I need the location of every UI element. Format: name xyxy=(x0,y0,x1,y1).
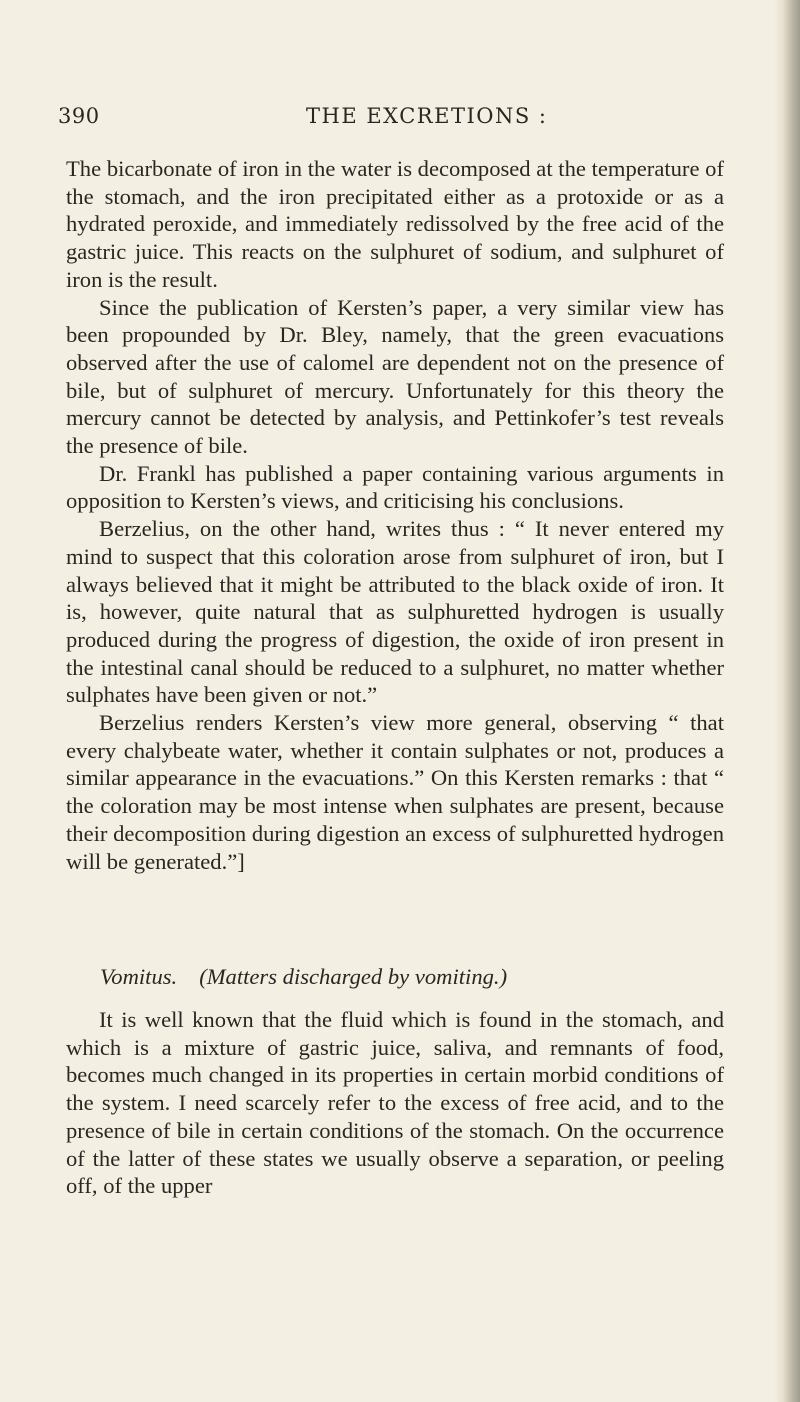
paragraph-berzelius-renders: Berzelius renders Kersten’s view more general, observing “ that every chalybeate water, whether it contain sulphates or not, produces a similar appearance in the evacuations.” On this Kersten remarks : that “ the coloration may be most intense when sulphates are present, because their decomposition during digestion an excess of sulphuretted hydrogen will be generated.”] xyxy=(66,710,724,874)
section-title: Vomitus. xyxy=(100,964,178,989)
page-header xyxy=(58,104,738,138)
section-heading xyxy=(100,963,720,991)
section-body-text xyxy=(66,1006,724,1200)
paragraph-vomitus: It is well known that the fluid which is found in the stomach, and which is a mixture of gastric juice, saliva, and remnants of food, becomes much changed in its properties in certain morbid conditions of the system. I need scarcely refer to the excess of free acid, and to the presence of bile in certain conditions of the stomach. On the occurrence of the latter of these states we usually observe a separation, or peeling off, of the upper xyxy=(66,1007,724,1199)
paragraph-bley: Since the publication of Kersten’s paper, a very similar view has been propounded by Dr. Bley, namely, that the green evacuations observed after the use of calomel are dependent not on the presence of bile, but of sulphuret of mercury. Unfortunately for this theory the mercury cannot be detected by analysis, and Pettinkofer’s test reveals the presence of bile. xyxy=(66,294,724,459)
running-head: THE EXCRETIONS : xyxy=(306,104,548,128)
section-subtitle: (Matters discharged by vomiting.) xyxy=(199,964,508,989)
body-text xyxy=(66,155,724,875)
page-number: 390 xyxy=(58,104,100,128)
paragraph-berzelius: Berzelius, on the other hand, writes thus : “ It never entered my mind to suspect that this coloration arose from sulphuret of iron, but I always believed that it might be attributed to the black oxide of iron. It is, however, quite natural that as sulphuretted hydrogen is usually produced during the progress of digestion, the oxide of iron present in the intestinal canal should be reduced to a sulphuret, no matter whether sulphates have been given or not.” xyxy=(66,516,724,708)
page-edge-shadow xyxy=(774,0,800,1402)
paragraph-frankl: Dr. Frankl has published a paper containing various arguments in opposition to Kersten’s views, and criticising his conclusions. xyxy=(66,460,724,514)
paragraph-bicarbonate: The bicarbonate of iron in the water is decomposed at the temperature of the stomach, and the iron precipitated either as a protoxide or as a hydrated peroxide, and immediately redissolved by the free acid of the gastric juice. This reacts on the sulphuret of sodium, and sulphuret of iron is the result. xyxy=(66,156,724,292)
